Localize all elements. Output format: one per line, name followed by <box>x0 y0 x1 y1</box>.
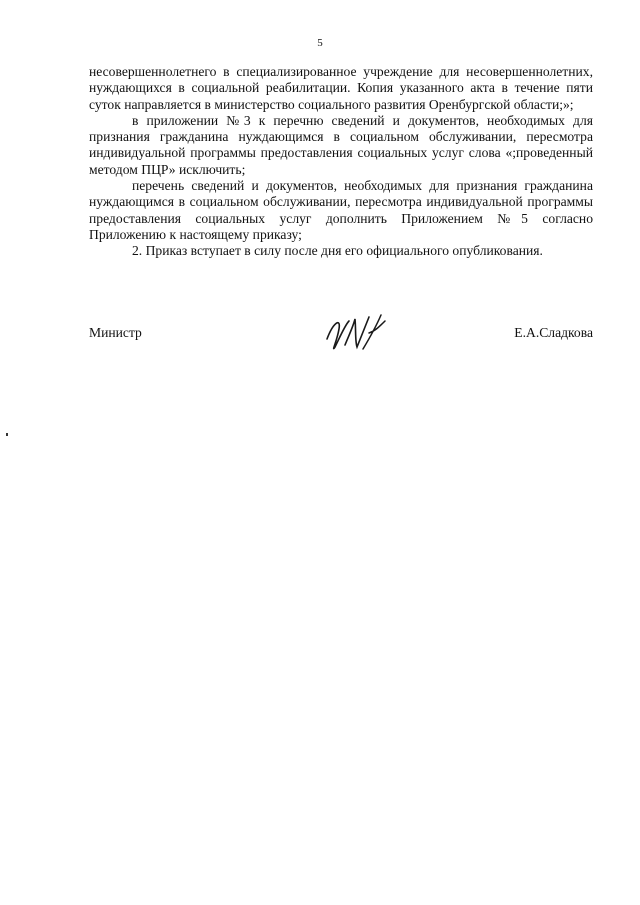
signatory-title: Министр <box>89 325 142 340</box>
paragraph-continuation: несовершеннолетнего в специализированное учреждение для несовершеннолетних, нуждающихся в социальной реабилитации. Копия указанного акта в течение пяти суток направляется в министерство социального развития Оренбургской области;»; <box>89 64 593 112</box>
page-number: 5 <box>317 37 323 49</box>
scan-mark <box>6 433 8 436</box>
handwritten-signature <box>319 309 399 359</box>
paragraph-appendix-3: в приложении №3 к перечню сведений и документов, необходимых для признания гражданина нуждающимся в социальном обслуживании, пересмотра индивидуальной программы предоставления социальных услуг слова «;проведенный методом ПЦР» исключить; <box>89 112 593 177</box>
paragraph-appendix-5: перечень сведений и документов, необходимых для признания гражданина нуждающимся в социальном обслуживании, пересмотра индивидуальной программы предоставления социальных услуг дополнить Приложением №5 согласно Приложению к настоящему приказу; <box>89 178 593 242</box>
signatory-name: Е.А.Сладкова <box>514 325 593 340</box>
signature-block <box>89 319 593 359</box>
paragraph-effective-date: 2. Приказ вступает в силу после дня его официального опубликования. <box>132 243 543 259</box>
document-body <box>89 64 593 260</box>
